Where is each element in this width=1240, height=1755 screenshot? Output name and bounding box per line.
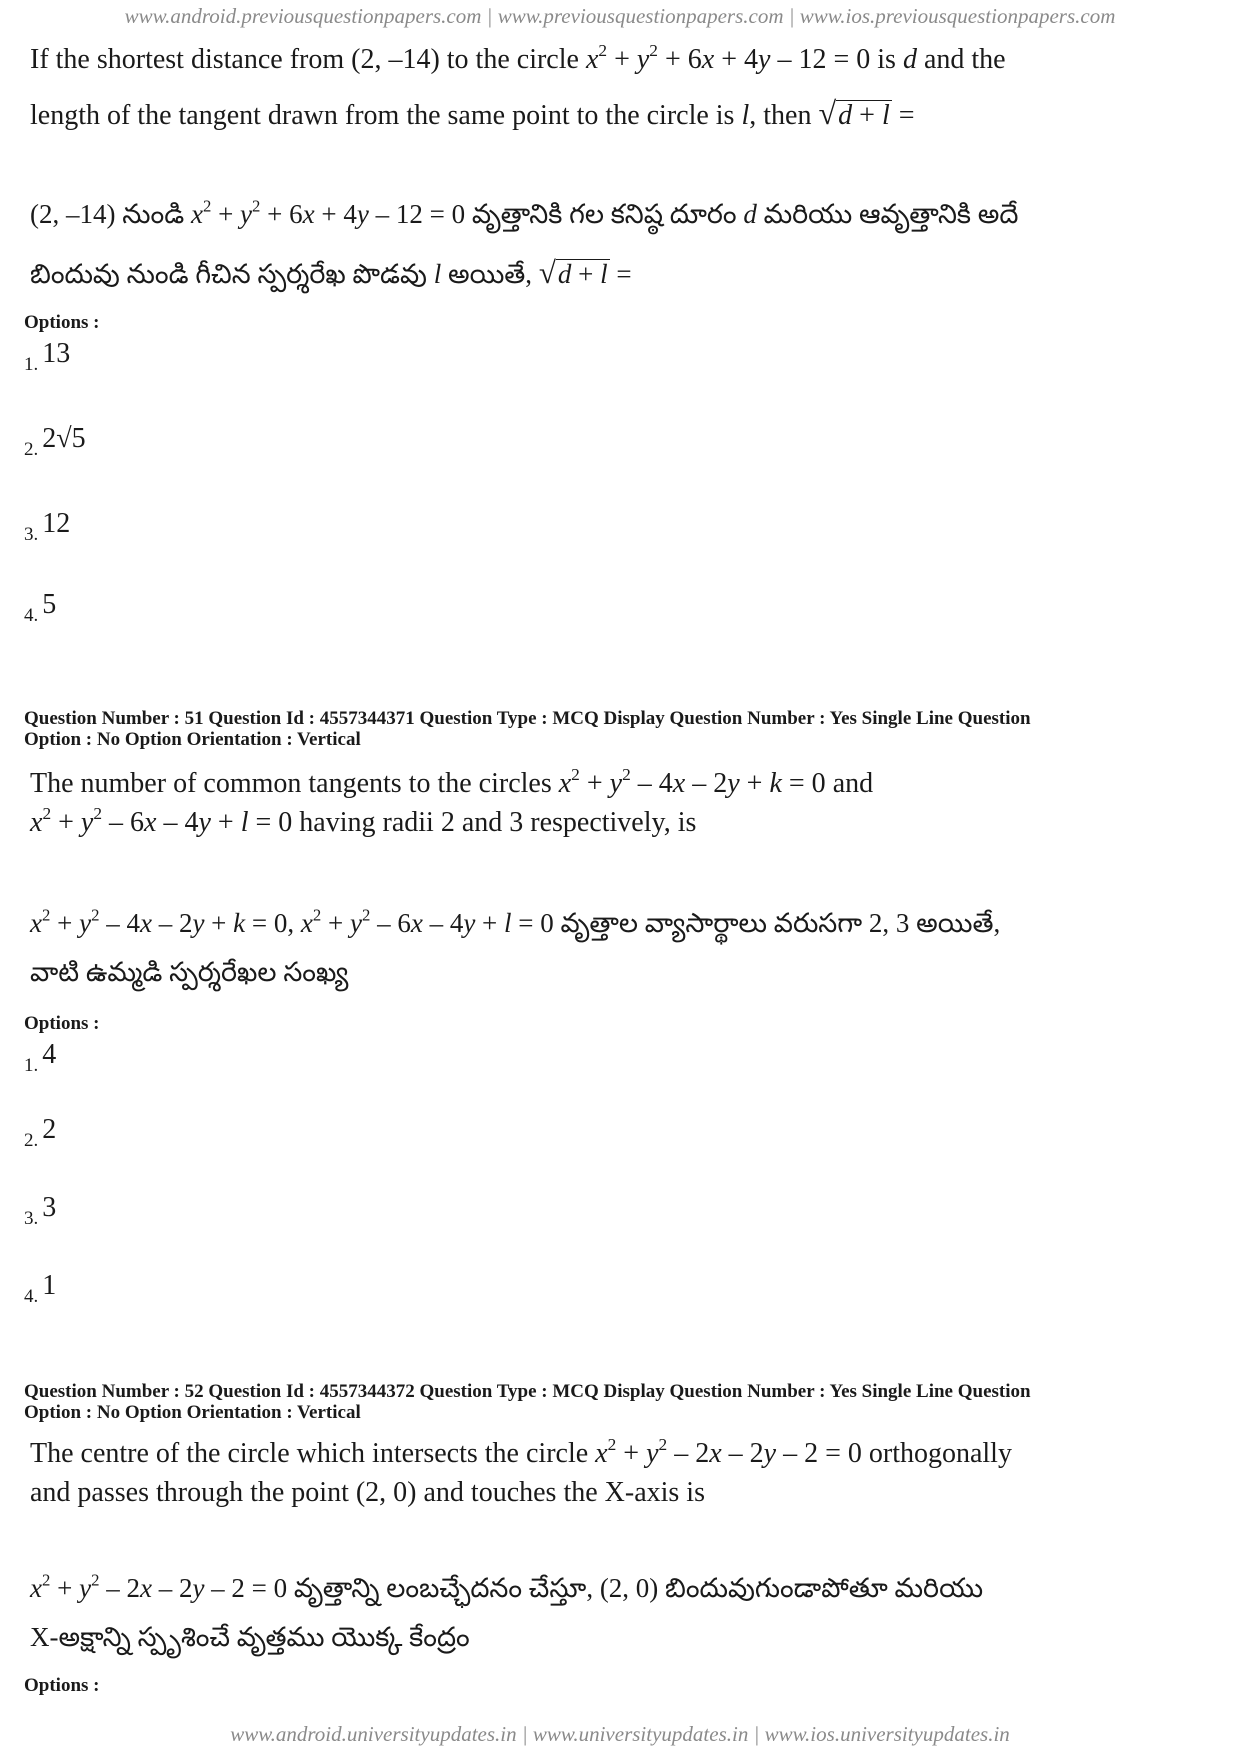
q51-options-label: Options :: [24, 1013, 100, 1034]
q51-telugu-line-2: వాటి ఉమ్మడి స్పర్శరేఖల సంఖ్య: [30, 957, 349, 987]
q51-option-4[interactable]: 4. 1: [24, 1270, 57, 1307]
q50-option-2[interactable]: 2. 2√5: [24, 423, 86, 460]
bottom-watermark: www.android.universityupdates.in | www.universityupdates.in | www.ios.universityupdates.in: [230, 1722, 1010, 1746]
q51-option-2[interactable]: 2. 2: [24, 1114, 57, 1151]
q50-option-1[interactable]: 1. 13: [24, 338, 71, 375]
q50-option-3[interactable]: 3. 12: [24, 508, 71, 545]
q50-english-line-1: If the shortest distance from (2, –14) to the circle $x^2 + y^2 + 6x + 4y - 12 = 0$ is d and the: [30, 40, 1006, 75]
q50-telugu-line-1: (2, –14) నుండి $x^2 + y^2 + 6x + 4y - 12 = 0$ వృత్తానికి గల కనిష్ఠ దూరం d మరియు ఆవృత్తానికి అదే: [30, 196, 1019, 229]
q50-option-4[interactable]: 4. 5: [24, 589, 57, 626]
q51-english-line-1: The number of common tangents to the circles $x^2 + y^2 - 4x - 2y + k = 0$ and: [30, 764, 874, 799]
q50-telugu-line-2: బిందువు నుండి గీచిన స్పర్శరేఖ పొడవు l అయితే, √d + l =: [30, 255, 632, 290]
q52-english-line-1: The centre of the circle which intersects the circle $x^2 + y^2 - 2x - 2y - 2 = 0$ orthogonally: [30, 1434, 1012, 1469]
q51-meta: Question Number : 51 Question Id : 4557344371 Question Type : MCQ Display Question Number : Yes Single Line Question Option : No Option Orientation : Vertical: [24, 708, 1031, 750]
q52-telugu-line-2: X-అక్షాన్ని స్పృశించే వృత్తము యొక్క కేంద్రం: [30, 1622, 470, 1652]
q51-telugu-line-1: $x^2 + y^2 - 4x - 2y + k = 0$, $x^2 + y^2 - 6x - 4y + l = 0$ వృత్తాల వ్యాసార్థాలు వరుసగా 2, 3 అయితే,: [30, 905, 1001, 938]
q52-telugu-line-1: $x^2 + y^2 - 2x - 2y - 2 = 0$ వృత్తాన్ని లంబచ్ఛేదనం చేస్తూ, (2, 0) బిందువుగుండాపోతూ మరియు: [30, 1570, 984, 1603]
q50-options-label: Options :: [24, 312, 100, 333]
q52-meta: Question Number : 52 Question Id : 4557344372 Question Type : MCQ Display Question Number : Yes Single Line Question Option : No Option Orientation : Vertical: [24, 1381, 1031, 1423]
q51-english-line-2: $x^2 + y^2 - 6x - 4y + l = 0$ having radii 2 and 3 respectively, is: [30, 803, 697, 838]
top-watermark: www.android.previousquestionpapers.com | www.previousquestionpapers.com | www.ios.previousquestionpapers.com: [124, 4, 1116, 28]
q50-english-line-2: length of the tangent drawn from the same point to the circle is l, then √d + l =: [30, 95, 915, 131]
q52-options-label: Options :: [24, 1675, 100, 1696]
q52-english-line-2: and passes through the point (2, 0) and touches the X-axis is: [30, 1477, 705, 1508]
q51-option-1[interactable]: 1. 4: [24, 1039, 57, 1076]
q51-option-3[interactable]: 3. 3: [24, 1192, 57, 1229]
